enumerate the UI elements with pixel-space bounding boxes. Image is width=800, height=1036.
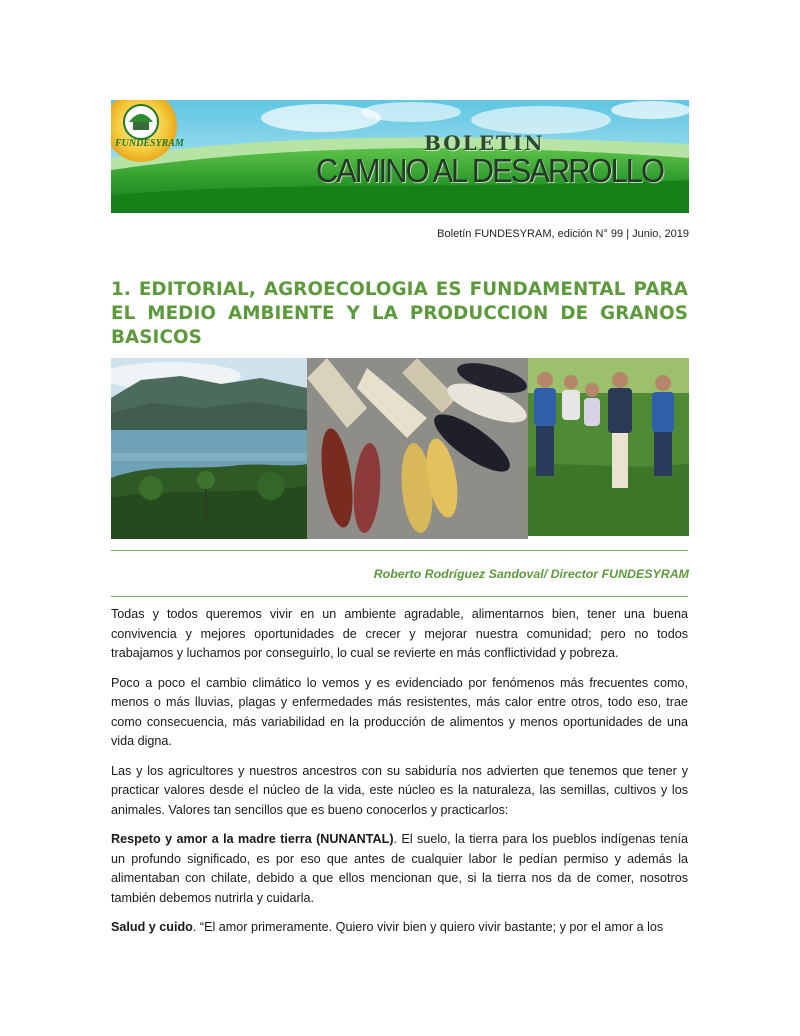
paragraph-lead: Salud y cuido (111, 920, 193, 934)
photo-strip (111, 358, 689, 539)
paragraph (111, 830, 688, 908)
paragraph-text: . El suelo, la tierra para los pueblos indígenas tenía un profundo significado, es por eso que antes de cualquier labor le pedían permiso y además la alimentaban con chilate, debido a que ellos mencionan que, si la tierra nos da de comer, nosotros también debemos nutrirla y cuidarla. (111, 832, 688, 905)
lake-landscape-photo (111, 358, 307, 539)
paragraph (111, 762, 688, 821)
paragraph (111, 918, 688, 938)
farmers-field-photo (528, 358, 689, 536)
edition-line: Boletín FUNDESYRAM, edición N° 99 | Junio, 2019 (437, 228, 689, 240)
logo-text: FUNDESYRAM (115, 138, 184, 149)
divider-top (111, 550, 688, 551)
paragraph-text: Todas y todos queremos vivir en un ambiente agradable, alimentarnos bien, tener una buena convivencia y mejores oportunidades de crecer y mejorar nuestra comunidad; pero no todos trabajamos y luchamos por conseguirlo, lo cual se revierte en más conflictividad y pobreza. (111, 607, 688, 660)
divider-bottom (111, 596, 688, 597)
paragraph-text: Poco a poco el cambio climático lo vemos y es evidenciado por fenómenos más frecuentes como, menos o más lluvias, plagas y enfermedades más resistentes, más calor entre otros, todo eso, trae como consecuencia, más variabilidad en la producción de alimentos y menos oportunidades de una vida digna. (111, 675, 688, 748)
newsletter-banner (111, 100, 689, 213)
banner-title-main: CAMINO AL DESARROLLO (316, 152, 664, 189)
paragraph-text: Las y los agricultores y nuestros ancestros con su sabiduría nos advierten que tenemos que tener y practicar valores desde el núcleo de la vida, este núcleo es la naturaleza, las semillas, cultivos y los animales. Valores tan sencillos que es bueno conocerlos y practicarlos: (111, 763, 688, 817)
banner-title-top: BOLETIN (424, 131, 545, 155)
corn-cobs-photo (307, 358, 528, 539)
paragraph (111, 605, 688, 664)
article-body (111, 605, 688, 948)
author-byline: Roberto Rodríguez Sandoval/ Director FUNDESYRAM (373, 567, 689, 581)
paragraph-lead: Respeto y amor a la madre tierra (NUNANTAL) (111, 832, 394, 846)
page-title: 1. EDITORIAL, AGROECOLOGIA ES FUNDAMENTAL PARA EL MEDIO AMBIENTE Y LA PRODUCCION DE GRANOS BASICOS (111, 279, 688, 348)
paragraph-text: . “El amor primeramente. Quiero vivir bien y quiero vivir bastante; y por el amor a los (192, 920, 664, 934)
paragraph (111, 674, 688, 752)
